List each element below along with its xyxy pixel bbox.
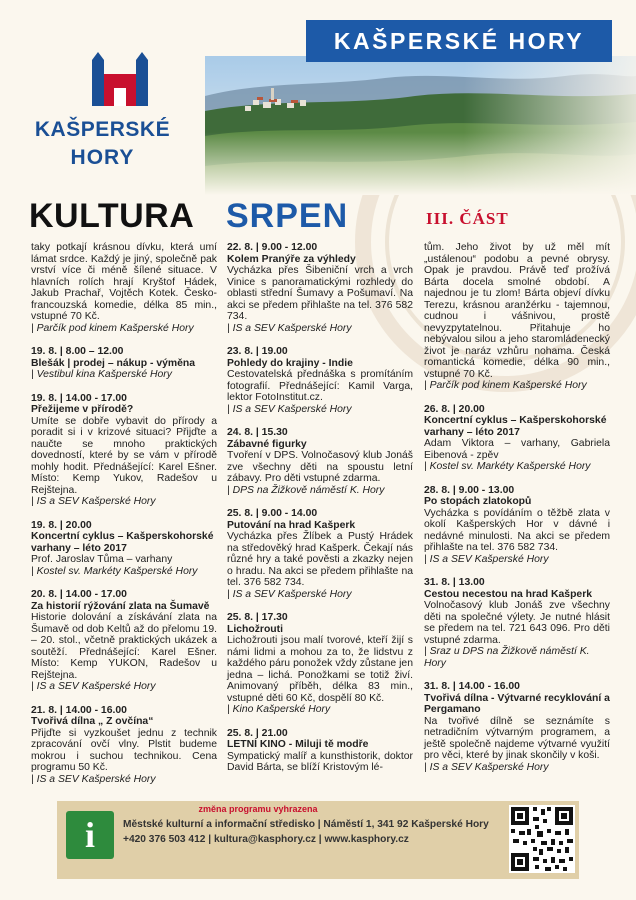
event-date: 20. 8. | 14.00 - 17.00	[31, 589, 127, 600]
event-location: | DPS na Žižkově náměstí K. Hory	[227, 484, 385, 496]
event-location: | IS a SEV Kašperské Hory	[227, 322, 352, 334]
column-3	[424, 242, 610, 773]
column-1	[31, 242, 217, 785]
event-location: | Parčík pod kinem Kašperské Hory	[31, 322, 194, 334]
event-title: Zábavné figurky	[227, 438, 307, 450]
event-date: 31. 8. | 13.00	[424, 577, 485, 588]
event-item	[31, 393, 217, 508]
town-landscape-photo	[205, 56, 636, 195]
event-item	[424, 485, 610, 566]
event-title: Za historií rýžování zlata na Šumavě	[31, 600, 210, 612]
event-date: 28. 8. | 9.00 - 13.00	[424, 484, 515, 496]
footer	[57, 801, 579, 879]
event-title: Koncertní cyklus – Kašperskohorské varhany – léto 2017	[424, 415, 607, 438]
event-date: 25. 8. | 17.30	[227, 612, 288, 623]
event-date: 24. 8. | 15.30	[227, 427, 288, 438]
event-title: LETNÍ KINO - Miluji tě modře	[227, 739, 369, 750]
event-body: tům. Jeho život by už měl mít „ustálenou“ podobu a pevné obrysy. Opak je pravdou. Právě teď prožívá Bárta docela smolné období. A najednou je tu zlom! Bárta objeví dívku Terezu, krásnou aranžérku - tajemnou, cudnou i vášnivou, prostě nevyzpytatelnou. Přitahuje ho nebývalou silou a jeho staromládenecký život je naráz vzhůru nohama. Česká romantická komedie, délka 90 min., vstupné 70 Kč.	[424, 242, 610, 380]
event-location: | Kino Kašperské Hory	[227, 704, 331, 715]
event-date: 31. 8. | 14.00 - 16.00	[424, 681, 520, 692]
event-date: 25. 8. | 21.00	[227, 727, 288, 739]
event-title: Kolem Pranýře za výhledy	[227, 253, 356, 265]
event-item	[424, 577, 610, 669]
event-body: Cestovatelská přednáška s promítáním fotografií. Přednášející: Kamil Varga, lektor FotoInstitut.cz.	[227, 369, 413, 403]
event-title: Lichožrouti	[227, 623, 283, 635]
event-item	[424, 681, 610, 773]
event-item	[227, 346, 413, 415]
event-date: 22. 8. | 9.00 - 12.00	[227, 242, 318, 253]
footer-contacts: +420 376 503 412 | kultura@kasphory.cz | www.kasphory.cz	[123, 834, 409, 845]
heading-kultura: KULTURA	[29, 197, 195, 235]
event-location: | IS a SEV Kašperské Hory	[424, 553, 549, 565]
event-continued	[424, 242, 610, 392]
event-body: Vycházka s povídáním o těžbě zlata v okolí Kašperských Hor v dávné i nedávné minulosti. Na akci se předem přihlašte na tel. 376 582 734.	[424, 507, 610, 553]
event-body: Na tvořivé dílně se seznámíte s netradičním výtvarným programem, a ještě společně najdeme výtvarné využití pro věci, které by jinak skončily v koši.	[424, 715, 610, 761]
event-body: taky potkají krásnou dívku, která umí lámat srdce. Každý je jiný, společně pak vrství více či méně šílené situace. V hlavních rolích hrají Kryštof Hádek, Jakub Prachař, Vojtěch Kotek. Česko-francouzská komedie, délka 85 min., vstupné 70 Kč.	[31, 242, 217, 322]
event-body: Lichožrouti jsou malí tvorové, kteří žijí s námi lidmi a mohou za to, že lidstvu z každého páru ponožek vždy zůstane jen jedna – lichá. Ponožkami se totiž živí. Animovaný příběh, délka 83 min., vstupné děti 60 Kč, dospělí 80 Kč.	[227, 635, 413, 704]
event-location: | Parčík pod kinem Kašperské Hory	[424, 380, 587, 391]
event-body: Vycházka přes Šibeniční vrch a vrch Vinice s panoramatickými rozhledy do oblasti střední Šumavy a Pošumaví. Na akci se předem přihlašte na tel. 376 582 734.	[227, 265, 413, 322]
event-item	[227, 508, 413, 600]
event-location: | IS a SEV Kašperské Hory	[227, 588, 352, 600]
banner-title: KAŠPERSKÉ HORY	[306, 20, 612, 62]
event-item	[31, 346, 217, 381]
logo-text-line1: KAŠPERSKÉ	[34, 118, 171, 141]
event-title: Pohledy do krajiny - Indie	[227, 357, 353, 369]
heading-part: III. ČÁST	[426, 209, 509, 228]
event-title: Tvořivá dílna „ Z ovčína“	[31, 716, 154, 727]
event-item	[424, 404, 610, 473]
event-title: Blešák | prodej – nákup - výměna	[31, 357, 196, 369]
event-date: 19. 8. | 14.00 - 17.00	[31, 392, 127, 404]
event-location: | Vestibul kina Kašperské Hory	[31, 369, 172, 380]
event-body: Sympatický malíř a kunsthistorik, doktor David Bárta, se blíží Kristovým lé-	[227, 750, 413, 773]
event-location: | IS a SEV Kašperské Hory	[31, 773, 156, 785]
event-location: | IS a SEV Kašperské Hory	[227, 403, 352, 415]
event-item	[31, 705, 217, 786]
event-item	[31, 589, 217, 693]
event-title: Koncertní cyklus – Kašperskohorské varhany – léto 2017	[31, 531, 214, 554]
event-date: 19. 8. | 8.00 – 12.00	[31, 346, 124, 357]
event-item	[227, 242, 413, 334]
event-location: | IS a SEV Kašperské Hory	[31, 681, 156, 692]
header	[0, 0, 636, 195]
event-item	[227, 427, 413, 496]
event-location: | Kostel sv. Markéty Kašperské Hory	[31, 565, 198, 577]
info-letter: i	[84, 815, 95, 855]
event-continued	[31, 242, 217, 334]
info-icon	[66, 811, 114, 859]
event-item	[227, 728, 413, 774]
event-location: | Sraz u DPS na Žižkově náměstí K. Hory	[424, 646, 590, 669]
event-body: Tvoření v DPS. Volnočasový klub Jonáš zve všechny děti na spoustu letní zábavy. Pro děti vstupné zdarma.	[227, 450, 413, 484]
event-location: | Kostel sv. Markéty Kašperské Hory	[424, 461, 591, 472]
castle-logo-icon	[92, 52, 148, 108]
logo-text-line2: HORY	[70, 146, 135, 169]
event-title: Přežijeme v přírodě?	[31, 404, 134, 415]
event-date: 19. 8. | 20.00	[31, 519, 92, 531]
event-title: Putování na hrad Kašperk	[227, 519, 356, 531]
event-item	[227, 612, 413, 716]
event-date: 21. 8. | 14.00 - 16.00	[31, 704, 127, 716]
event-date: 23. 8. | 19.00	[227, 346, 288, 357]
column-2	[227, 242, 413, 774]
heading-srpen: SRPEN	[226, 197, 349, 235]
event-body: Přijďte si vyzkoušet jednu z technik zpracování ovčí vlny. Plstit budeme mokrou i suchou technikou. Cena programu 50 Kč.	[31, 727, 217, 773]
event-item	[31, 520, 217, 578]
event-body: Prof. Jaroslav Tůma – varhany	[31, 554, 173, 565]
event-body: Vycházka přes Žlíbek a Pustý Hrádek na středověký hrad Kašperk. Čekají nás různé hry a také pověsti a zkazky nejen o hradu. Na akci se předem přihlašte na tel. 376 582 734.	[227, 531, 413, 588]
qr-code-icon	[509, 805, 575, 873]
event-location: | IS a SEV Kašperské Hory	[424, 761, 549, 773]
footer-address: Městské kulturní a informační středisko | Náměstí 1, 341 92 Kašperské Hory	[123, 819, 489, 830]
event-body: Volnočasový klub Jonáš zve všechny děti na společné výlety. Je nutné hlásit se předem na tel. 721 643 096. Pro děti vstupné zdarma.	[424, 600, 610, 646]
event-body: Umíte se dobře vybavit do přírody a poradit si i v krizové situaci? Přijďte a naučte se mnoho praktických dovedností, které by se vám v přírodě mohly hodit. Přednášející: Karel Ešner. Místo: Kemp Yukov, Radešov u Rejštejna.	[31, 415, 217, 496]
logo	[0, 0, 205, 195]
event-date: 26. 8. | 20.00	[424, 403, 485, 415]
footer-note: změna programu vyhrazena	[198, 804, 318, 814]
event-date: 25. 8. | 9.00 - 14.00	[227, 508, 318, 519]
event-body: Adam Viktora – varhany, Gabriela Eibenová - zpěv	[424, 438, 610, 461]
event-title: Tvořivá dílna - Výtvarné recyklování a Pergamano	[424, 692, 610, 715]
event-title: Cestou necestou na hrad Kašperk	[424, 588, 593, 600]
event-title: Po stopách zlatokopů	[424, 496, 532, 507]
event-body: Historie dolování a získávání zlata na Šumavě od dob Keltů až do přelomu 19. – 20. stol., včetně praktických ukázek a soutěží. Přednášející: Karel Ešner. Místo: Kemp YUKON, Radešov u Rejštejna.	[31, 612, 217, 681]
event-location: | IS a SEV Kašperské Hory	[31, 496, 156, 507]
